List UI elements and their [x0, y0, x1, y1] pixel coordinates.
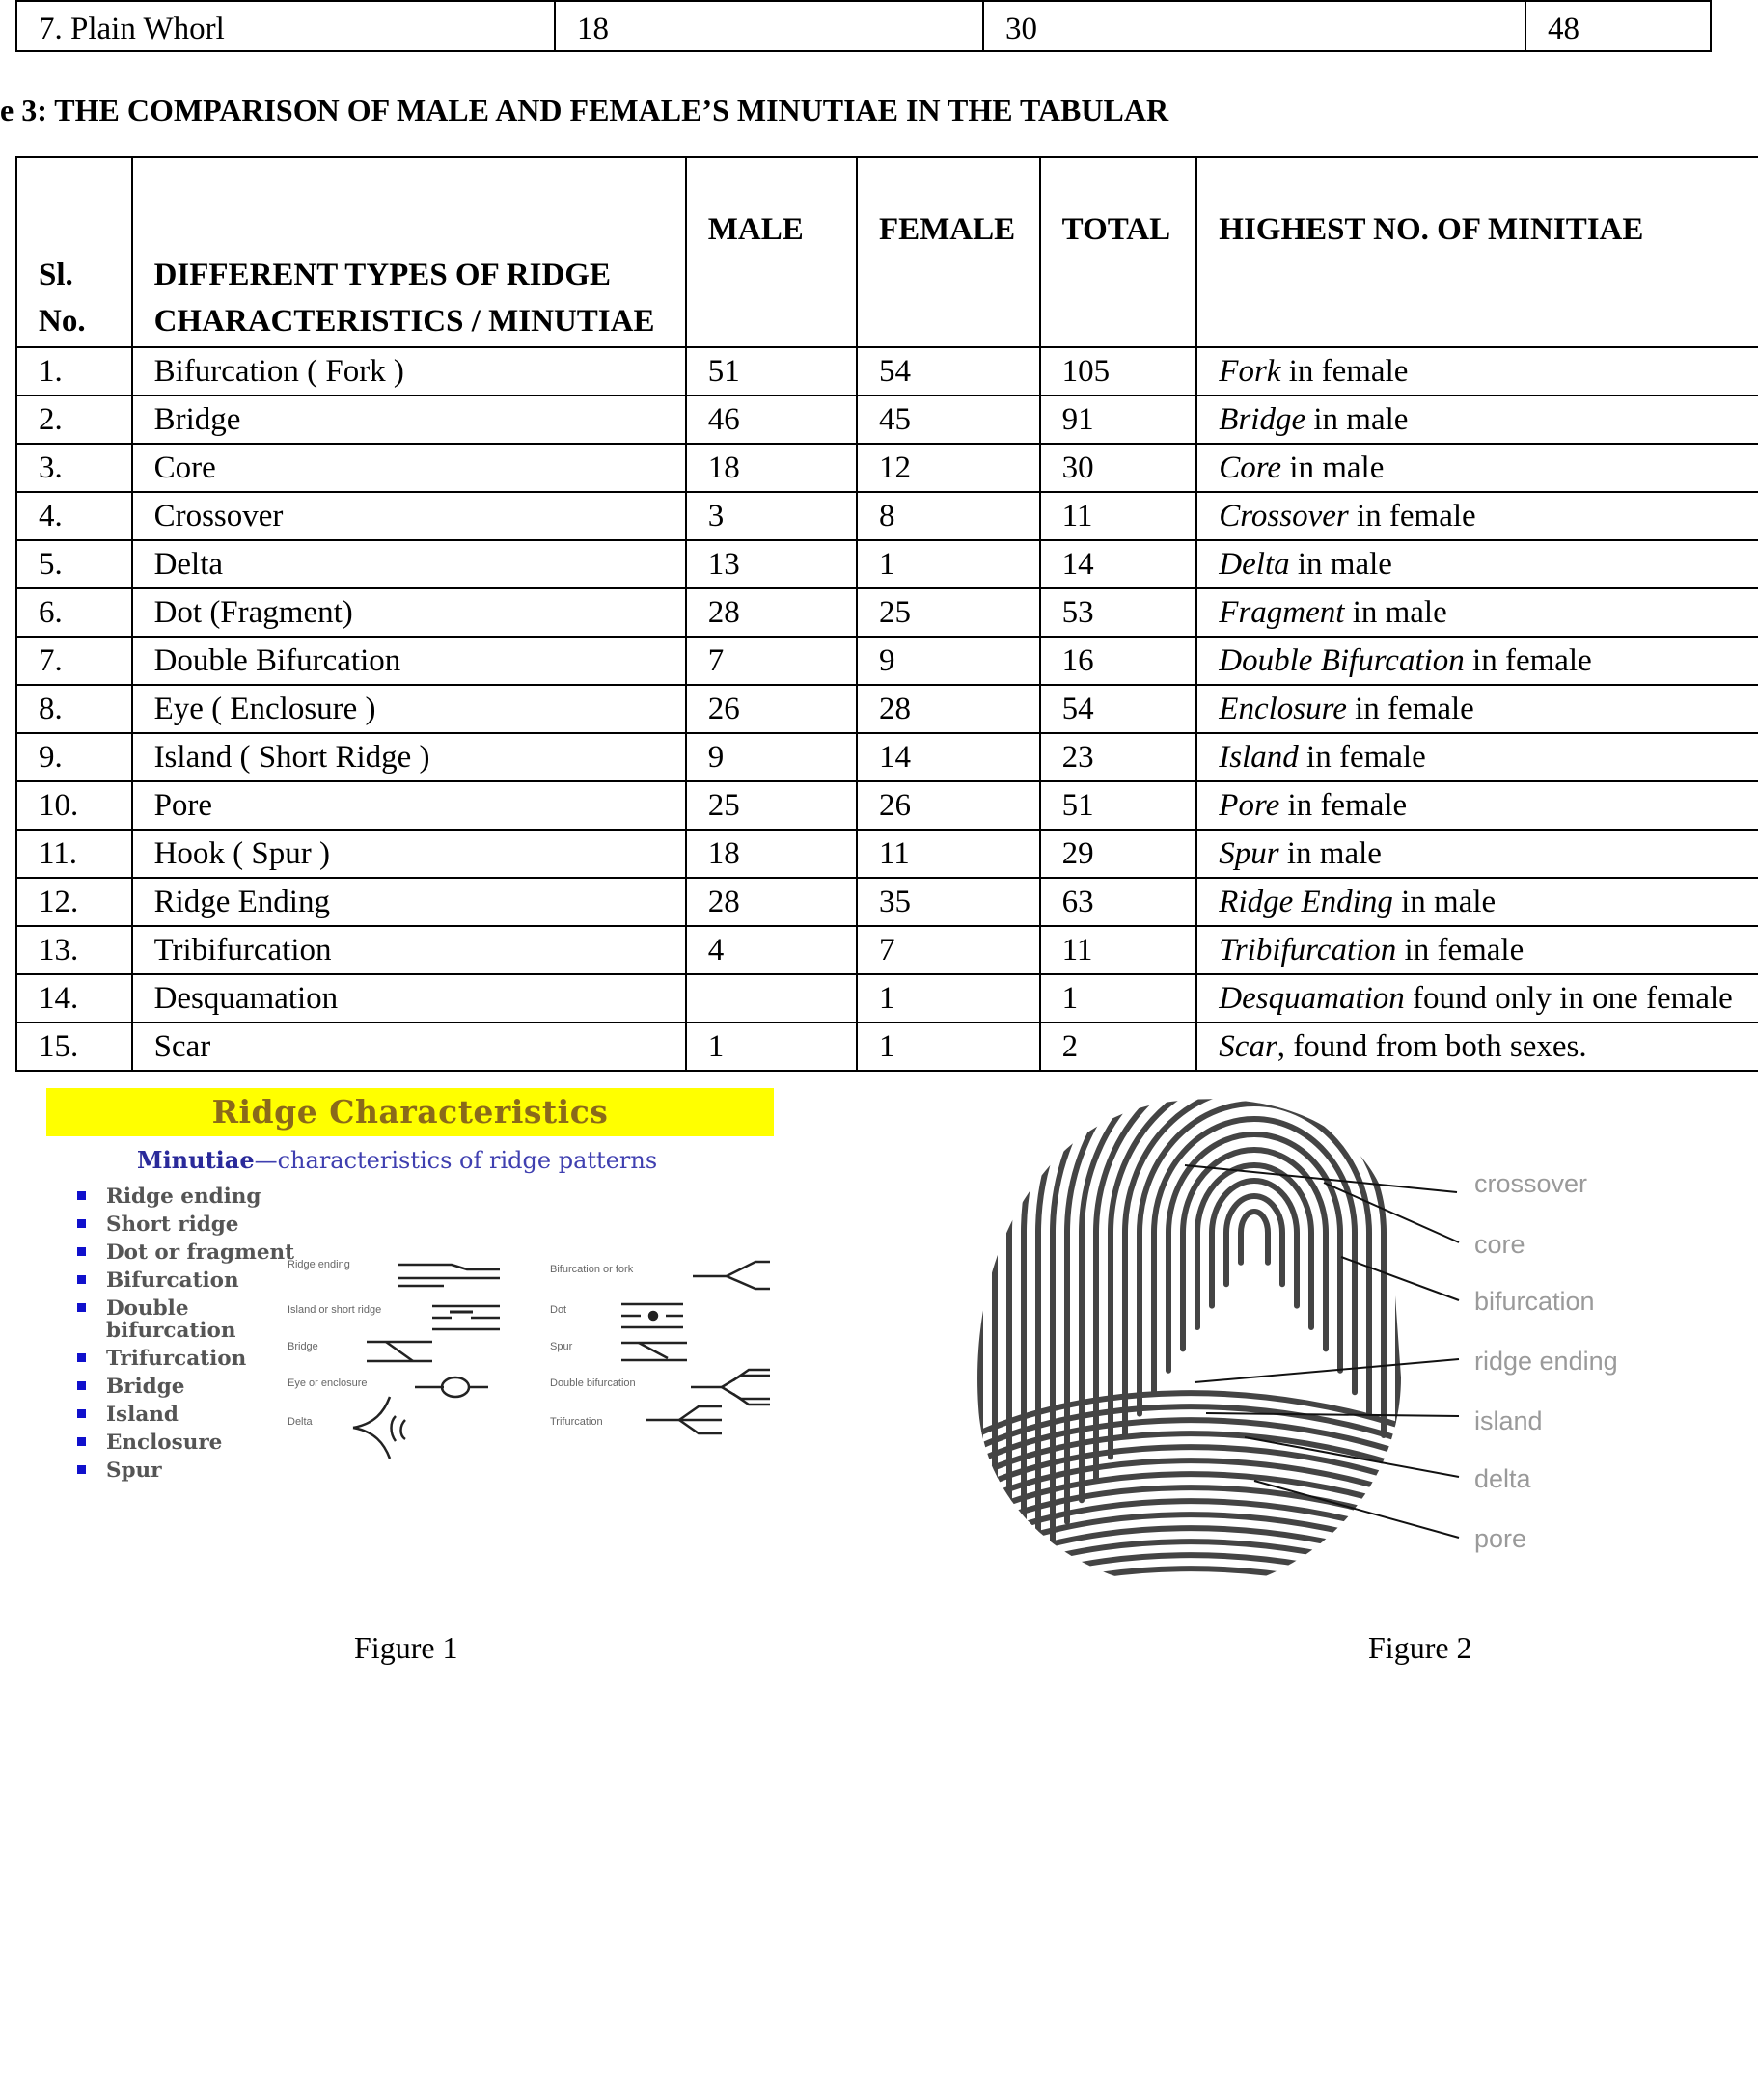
cell-highest — [1196, 685, 1758, 733]
delta-glyph — [353, 1397, 405, 1459]
highest-minutiae-note: in female — [1298, 740, 1426, 775]
cell-sl-no: 6. — [16, 588, 132, 637]
leader-line — [1195, 1359, 1459, 1382]
highest-minutiae-note: in female — [1396, 933, 1525, 968]
table-header-row — [16, 157, 1758, 347]
highest-minutiae-note: in male — [1305, 402, 1409, 437]
table-caption: e 3: THE COMPARISON OF MALE AND FEMALE’S MINUTIAE IN THE TABULAR — [0, 93, 1169, 127]
header-sl-no: Sl. No. — [16, 157, 132, 347]
highest-minutiae-note: in male — [1278, 836, 1382, 871]
eye-glyph — [415, 1377, 488, 1397]
header-female: FEMALE — [857, 157, 1040, 347]
fingerprint-ridge — [965, 1555, 1428, 1590]
cell-female: 26 — [857, 781, 1040, 830]
highest-minutiae-name: Core — [1219, 450, 1282, 485]
cell-total: 105 — [1040, 347, 1197, 395]
minutiae-list-label: Double — [106, 1296, 189, 1321]
leader-line — [1324, 1183, 1459, 1242]
cell-highest — [1196, 588, 1758, 637]
leader-line — [1245, 1437, 1459, 1477]
cell-sl-no: 1. — [16, 347, 132, 395]
cell-total: 2 — [1040, 1023, 1197, 1071]
glyph-label: Bifurcation or fork — [550, 1264, 634, 1275]
highest-minutiae-name: Fork — [1219, 354, 1281, 389]
cell-sl-no: 8. — [16, 685, 132, 733]
highest-minutiae-name: Desquamation — [1219, 981, 1405, 1016]
cell-type: Core — [132, 444, 686, 492]
cell-highest — [1196, 878, 1758, 926]
header-total: TOTAL — [1040, 157, 1197, 347]
table-row — [16, 830, 1758, 878]
glyph-label: Spur — [550, 1341, 573, 1352]
highest-minutiae-name: Scar — [1219, 1029, 1277, 1064]
cell-male: 25 — [686, 781, 857, 830]
table-row — [16, 1, 1711, 51]
label-core: core — [1474, 1230, 1525, 1259]
highest-minutiae-note: in male — [1344, 595, 1447, 630]
highest-minutiae-note: in female — [1464, 643, 1592, 678]
minutiae-list-label: Bridge — [106, 1375, 185, 1399]
cell-female: 14 — [857, 733, 1040, 781]
cell-sl-no: 12. — [16, 878, 132, 926]
minutiae-list-label: Short ridge — [106, 1213, 239, 1237]
table-row — [16, 1023, 1758, 1071]
cell-type: Double Bifurcation — [132, 637, 686, 685]
cell-sl-no: 13. — [16, 926, 132, 974]
cell-highest — [1196, 637, 1758, 685]
table-row — [16, 347, 1758, 395]
label-island: island — [1474, 1406, 1543, 1435]
table-cell: 48 — [1525, 1, 1711, 51]
cell-male: 28 — [686, 588, 857, 637]
minutiae-comparison-table — [15, 156, 1758, 1072]
cell-total: 54 — [1040, 685, 1197, 733]
minutiae-list-label: Bifurcation — [106, 1268, 239, 1293]
cell-male: 1 — [686, 1023, 857, 1071]
highest-minutiae-note: in female — [1348, 499, 1476, 533]
trifurcation-glyph — [646, 1406, 722, 1433]
cell-male: 26 — [686, 685, 857, 733]
cell-male: 18 — [686, 444, 857, 492]
cell-sl-no: 2. — [16, 395, 132, 444]
minutiae-list-label: Trifurcation — [106, 1347, 247, 1371]
cell-sl-no: 14. — [16, 974, 132, 1023]
cell-highest — [1196, 444, 1758, 492]
figure-1-banner: Ridge Characteristics — [46, 1088, 774, 1136]
cell-highest — [1196, 926, 1758, 974]
cell-total: 51 — [1040, 781, 1197, 830]
highest-minutiae-name: Tribifurcation — [1219, 933, 1397, 968]
fingerprint-image — [965, 1088, 1662, 1590]
cell-highest — [1196, 830, 1758, 878]
table-row — [16, 637, 1758, 685]
highest-minutiae-note: in male — [1281, 450, 1385, 485]
double-bifurcation-glyph — [691, 1370, 770, 1405]
cell-highest — [1196, 492, 1758, 540]
glyph-label: Delta — [288, 1416, 313, 1428]
cell-highest — [1196, 1023, 1758, 1071]
table-row — [16, 878, 1758, 926]
fingerprint-ridge — [1241, 1212, 1268, 1263]
cell-total: 23 — [1040, 733, 1197, 781]
table-cell: 30 — [983, 1, 1525, 51]
cell-female: 12 — [857, 444, 1040, 492]
cell-total: 14 — [1040, 540, 1197, 588]
header-male: MALE — [686, 157, 857, 347]
cell-total: 11 — [1040, 492, 1197, 540]
table-cell: 18 — [555, 1, 983, 51]
highest-minutiae-name: Delta — [1219, 547, 1290, 582]
minutiae-list-label: bifurcation — [106, 1319, 236, 1343]
highest-minutiae-name: Crossover — [1219, 499, 1349, 533]
cell-female: 54 — [857, 347, 1040, 395]
minutiae-list-label: Island — [106, 1403, 179, 1427]
cell-type: Island ( Short Ridge ) — [132, 733, 686, 781]
highest-minutiae-name: Ridge Ending — [1219, 885, 1393, 919]
table-row — [16, 444, 1758, 492]
cell-female: 9 — [857, 637, 1040, 685]
cell-male: 13 — [686, 540, 857, 588]
cell-sl-no: 4. — [16, 492, 132, 540]
cell-female: 35 — [857, 878, 1040, 926]
cell-female: 7 — [857, 926, 1040, 974]
glyph-label: Bridge — [288, 1341, 318, 1352]
cell-highest — [1196, 781, 1758, 830]
highest-minutiae-note: in male — [1289, 547, 1392, 582]
cell-male: 9 — [686, 733, 857, 781]
highest-minutiae-note: in female — [1280, 354, 1409, 389]
table-row — [16, 540, 1758, 588]
cell-female: 1 — [857, 540, 1040, 588]
glyph-label: Ridge ending — [288, 1259, 350, 1270]
cell-type: Hook ( Spur ) — [132, 830, 686, 878]
cell-female: 1 — [857, 974, 1040, 1023]
minutiae-list-label: Enclosure — [106, 1431, 223, 1455]
table-body — [16, 347, 1758, 1071]
glyph-label: Double bifurcation — [550, 1377, 636, 1389]
table-row — [16, 492, 1758, 540]
highest-minutiae-note: in male — [1392, 885, 1497, 919]
leader-line — [1206, 1413, 1459, 1416]
cell-female: 11 — [857, 830, 1040, 878]
ridge-ending-glyph — [398, 1265, 500, 1286]
cell-female: 25 — [857, 588, 1040, 637]
cell-sl-no: 15. — [16, 1023, 132, 1071]
cell-male — [686, 974, 857, 1023]
highest-minutiae-name: Spur — [1219, 836, 1279, 871]
glyph-label: Trifurcation — [550, 1416, 603, 1428]
minutiae-list-label: Spur — [106, 1459, 162, 1483]
minutiae-list-label: Ridge ending — [106, 1185, 261, 1209]
cell-total: 53 — [1040, 588, 1197, 637]
spur-glyph — [621, 1343, 687, 1360]
highest-minutiae-note: found only in one female — [1404, 981, 1733, 1016]
cell-highest — [1196, 395, 1758, 444]
glyph-label: Dot — [550, 1304, 567, 1316]
table-row — [16, 588, 1758, 637]
cell-type: Ridge Ending — [132, 878, 686, 926]
table-row — [16, 781, 1758, 830]
header-highest: HIGHEST NO. OF MINITIAE — [1196, 157, 1758, 347]
fingerprint-ridge — [1168, 1134, 1340, 1371]
cell-total: 11 — [1040, 926, 1197, 974]
label-ridge-ending: ridge ending — [1474, 1347, 1618, 1376]
highest-minutiae-name: Fragment — [1219, 595, 1345, 630]
fingerprint-ridge — [965, 1568, 1428, 1590]
bifurcation-glyph — [693, 1262, 770, 1289]
label-pore: pore — [1474, 1524, 1527, 1553]
fingerprint-ridges — [965, 1088, 1572, 1590]
cell-total: 1 — [1040, 974, 1197, 1023]
minutiae-glyphs — [46, 1088, 774, 1513]
cell-male: 51 — [686, 347, 857, 395]
cell-female: 1 — [857, 1023, 1040, 1071]
cell-male: 18 — [686, 830, 857, 878]
island-glyph — [432, 1306, 500, 1329]
table-row — [16, 395, 1758, 444]
cell-type: Crossover — [132, 492, 686, 540]
cell-sl-no: 3. — [16, 444, 132, 492]
cell-type: Bridge — [132, 395, 686, 444]
fingerprint-ridge — [1125, 1088, 1384, 1435]
highest-minutiae-note: in female — [1346, 692, 1474, 726]
minutiae-list-label: Dot or fragment — [106, 1241, 295, 1265]
highest-minutiae-name: Double Bifurcation — [1219, 643, 1465, 678]
cell-sl-no: 10. — [16, 781, 132, 830]
cell-highest — [1196, 974, 1758, 1023]
cell-sl-no: 5. — [16, 540, 132, 588]
table-cell-label: 7. Plain Whorl — [16, 1, 555, 51]
highest-minutiae-note: , found from both sexes. — [1277, 1029, 1587, 1064]
bridge-glyph — [367, 1342, 432, 1361]
fingerprint-labels — [1474, 1169, 1618, 1553]
label-delta: delta — [1474, 1464, 1531, 1493]
table-row — [16, 685, 1758, 733]
cell-total: 16 — [1040, 637, 1197, 685]
figure-2-fingerprint — [965, 1088, 1662, 1590]
cell-total: 91 — [1040, 395, 1197, 444]
cell-type: Pore — [132, 781, 686, 830]
cell-type: Bifurcation ( Fork ) — [132, 347, 686, 395]
label-bifurcation: bifurcation — [1474, 1287, 1595, 1316]
highest-minutiae-name: Bridge — [1219, 402, 1306, 437]
cell-total: 30 — [1040, 444, 1197, 492]
cell-highest — [1196, 733, 1758, 781]
cell-female: 28 — [857, 685, 1040, 733]
figure-1-subtitle: Minutiae—characteristics of ridge patterns — [137, 1146, 658, 1174]
table-row — [16, 974, 1758, 1023]
cell-total: 63 — [1040, 878, 1197, 926]
highest-minutiae-name: Pore — [1219, 788, 1280, 823]
figure-1-ridge-characteristics — [46, 1088, 774, 1513]
highest-minutiae-name: Island — [1219, 740, 1299, 775]
cell-sl-no: 9. — [16, 733, 132, 781]
highest-minutiae-name: Enclosure — [1219, 692, 1347, 726]
cell-type: Tribifurcation — [132, 926, 686, 974]
table-row — [16, 926, 1758, 974]
glyph-label: Eye or enclosure — [288, 1377, 368, 1389]
table-row — [16, 733, 1758, 781]
cell-female: 8 — [857, 492, 1040, 540]
cell-sl-no: 7. — [16, 637, 132, 685]
cell-type: Eye ( Enclosure ) — [132, 685, 686, 733]
cell-male: 7 — [686, 637, 857, 685]
label-crossover: crossover — [1474, 1169, 1588, 1198]
cell-type: Dot (Fragment) — [132, 588, 686, 637]
glyph-label: Island or short ridge — [288, 1304, 382, 1316]
figure-2-caption: Figure 2 — [1368, 1630, 1472, 1665]
cell-total: 29 — [1040, 830, 1197, 878]
cell-female: 45 — [857, 395, 1040, 444]
cell-sl-no: 11. — [16, 830, 132, 878]
header-ridge-types: DIFFERENT TYPES OF RIDGE CHARACTERISTICS / MINUTIAE — [132, 157, 686, 347]
leader-line — [1341, 1257, 1459, 1300]
dot-glyph — [621, 1304, 683, 1327]
cell-male: 3 — [686, 492, 857, 540]
cell-male: 46 — [686, 395, 857, 444]
highest-minutiae-note: in female — [1279, 788, 1408, 823]
cell-male: 28 — [686, 878, 857, 926]
cell-type: Desquamation — [132, 974, 686, 1023]
cell-male: 4 — [686, 926, 857, 974]
fingerprint-ridge — [965, 1541, 1428, 1590]
cell-highest — [1196, 347, 1758, 395]
cell-type: Delta — [132, 540, 686, 588]
table-fragment-top — [15, 0, 1712, 52]
cell-type: Scar — [132, 1023, 686, 1071]
cell-highest — [1196, 540, 1758, 588]
figure-1-caption: Figure 1 — [354, 1630, 458, 1665]
